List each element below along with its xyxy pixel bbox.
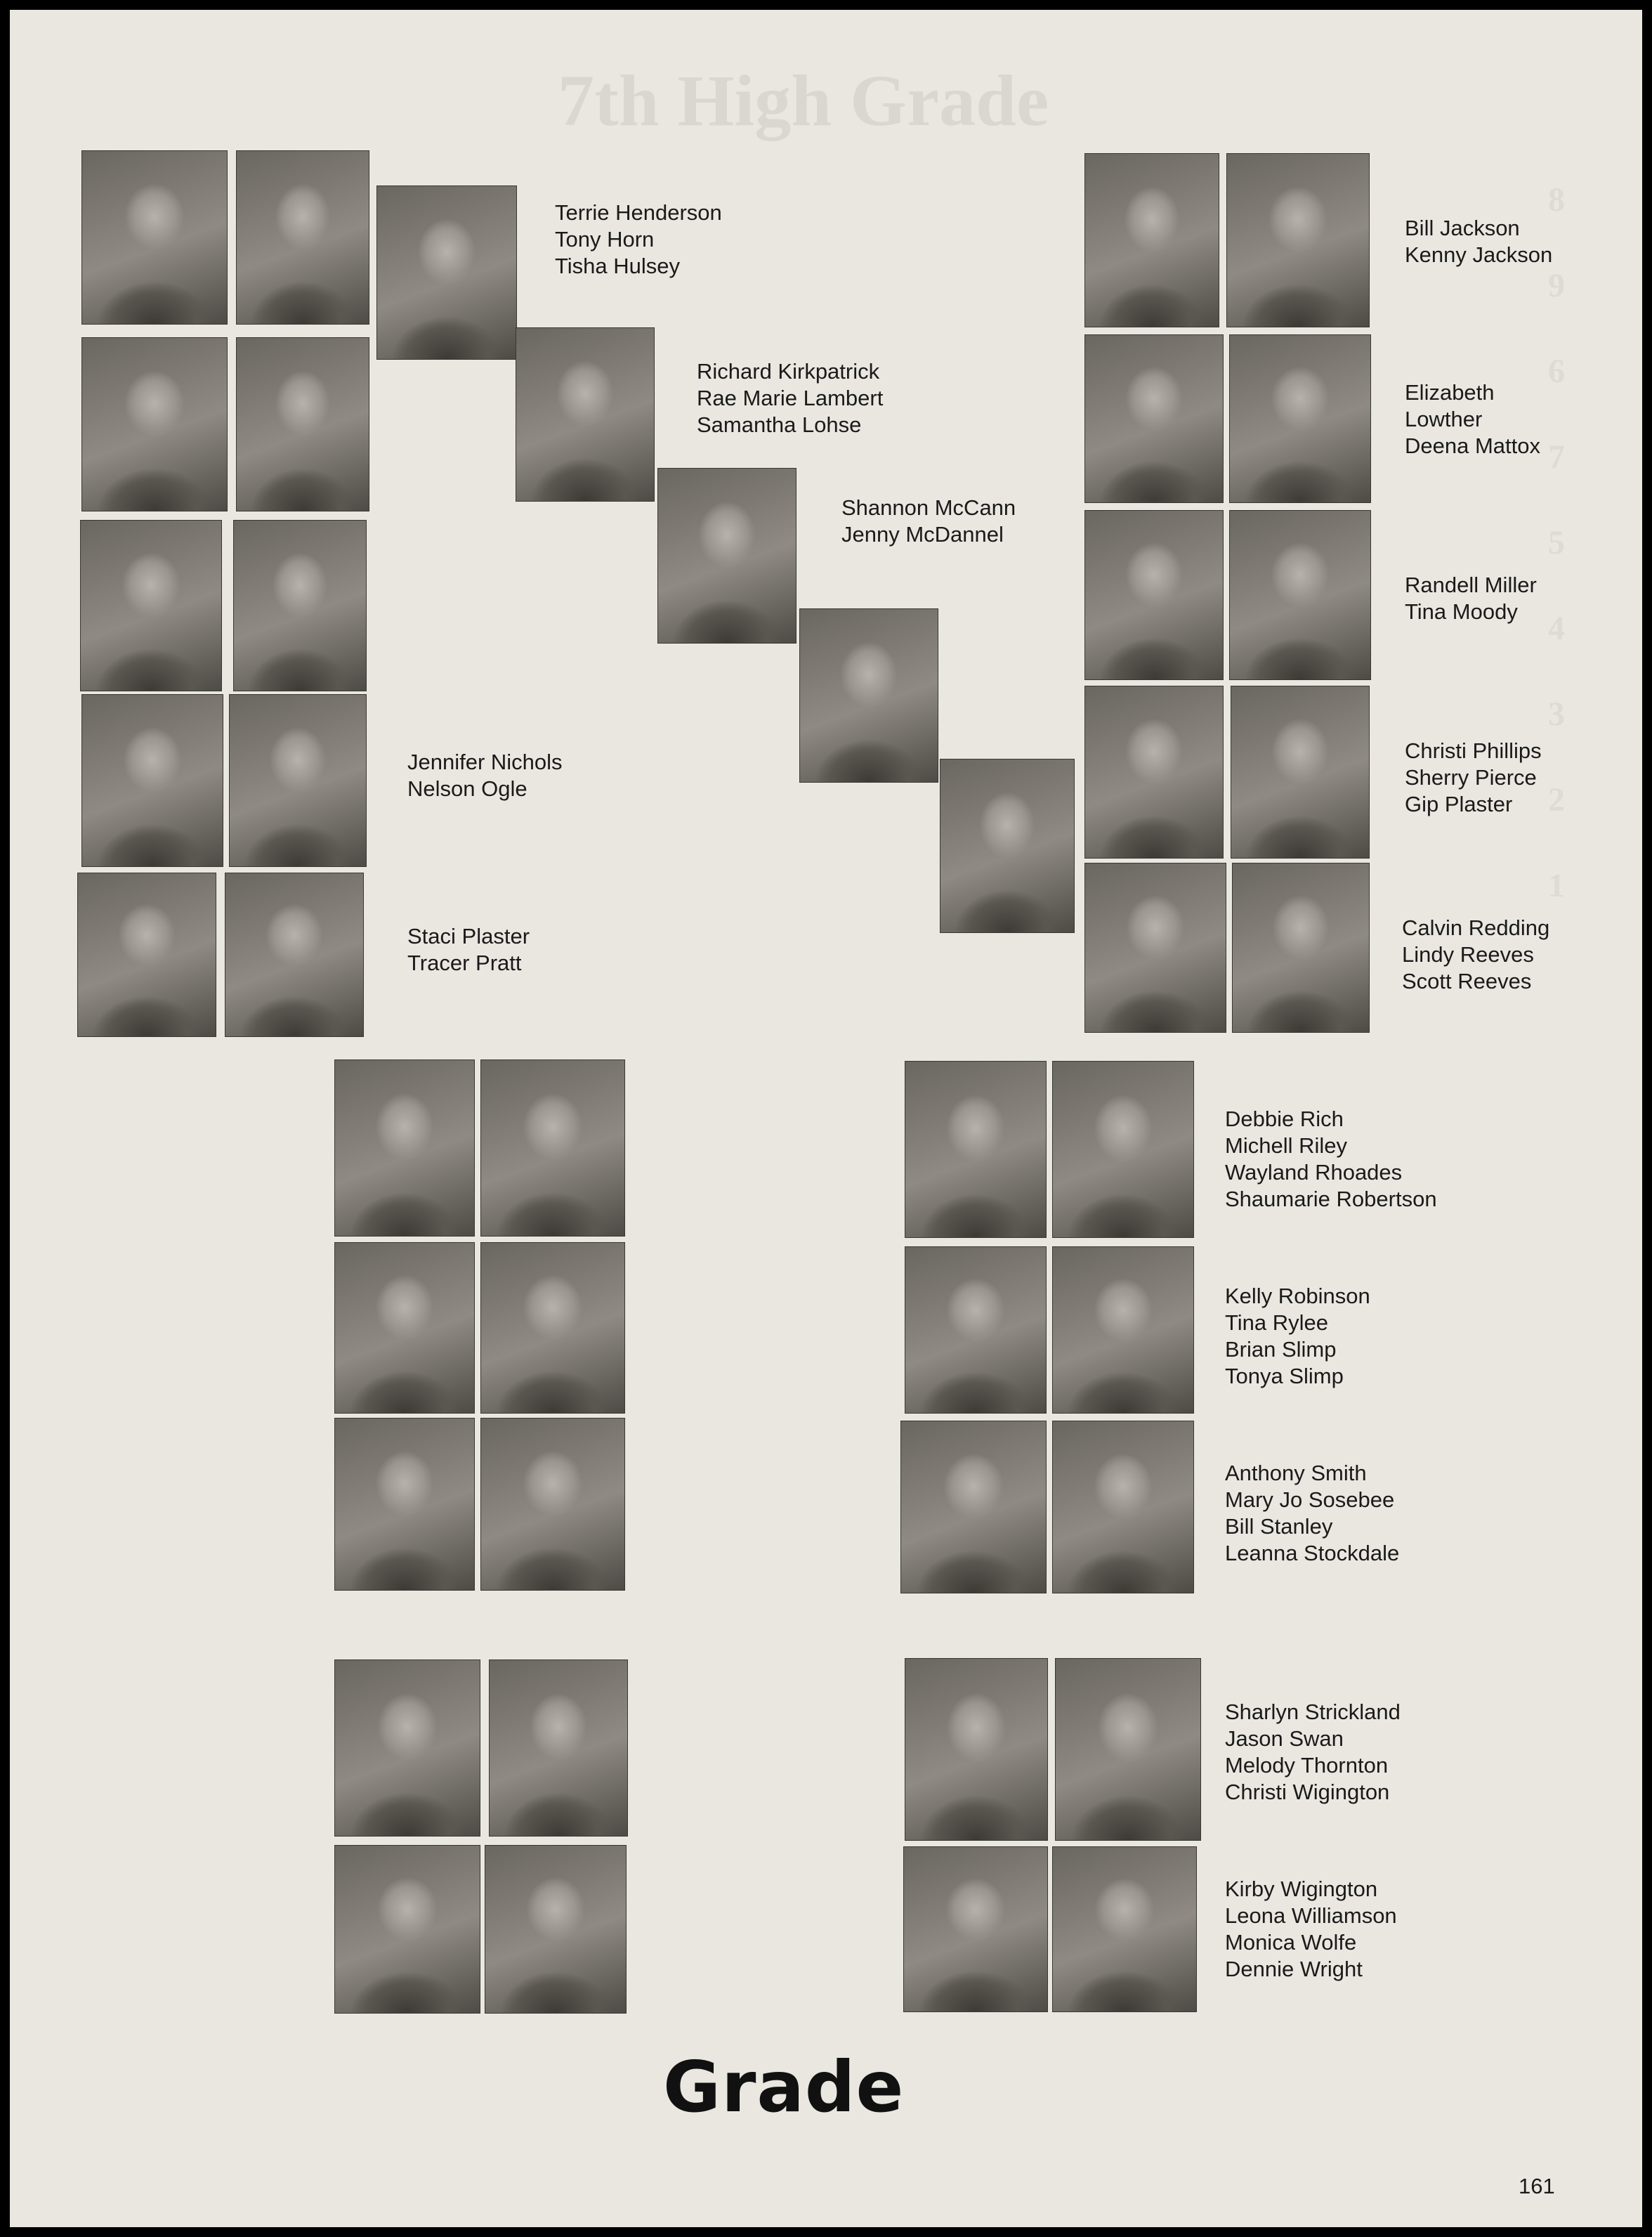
name-caption: Elizabeth Lowther Deena Mattox xyxy=(1405,380,1540,458)
student-photo xyxy=(1084,686,1224,859)
student-photo xyxy=(516,327,655,502)
name-caption: Jennifer Nichols Nelson Ogle xyxy=(407,750,563,801)
student-photo xyxy=(1229,510,1371,680)
name-caption: Kelly Robinson Tina Rylee Brian Slimp Tonya Slimp xyxy=(1225,1284,1370,1388)
student-photo xyxy=(334,1242,475,1414)
name-caption: Sharlyn Strickland Jason Swan Melody Thornton Christi Wigington xyxy=(1225,1700,1401,1804)
student-photo xyxy=(1226,153,1370,327)
student-photo xyxy=(334,1845,480,2014)
student-photo xyxy=(1084,334,1224,503)
student-photo xyxy=(236,150,369,325)
student-photo xyxy=(1055,1658,1201,1841)
student-photo xyxy=(1052,1246,1194,1414)
name-caption: Richard Kirkpatrick Rae Marie Lambert Samantha Lohse xyxy=(697,359,884,437)
student-photo xyxy=(480,1059,625,1237)
student-photo xyxy=(225,873,364,1037)
name-caption: Christi Phillips Sherry Pierce Gip Plaster xyxy=(1405,738,1542,816)
student-photo xyxy=(1084,863,1226,1033)
name-caption: Shannon McCann Jenny McDannel xyxy=(841,495,1016,547)
student-photo xyxy=(900,1421,1047,1593)
student-photo xyxy=(1231,686,1370,859)
student-photo xyxy=(905,1658,1048,1841)
student-photo xyxy=(480,1242,625,1414)
student-photo xyxy=(905,1246,1047,1414)
student-photo xyxy=(376,185,517,360)
student-photo xyxy=(657,468,796,644)
student-photo xyxy=(489,1659,628,1837)
yearbook-page xyxy=(10,10,1642,2227)
student-photo xyxy=(81,694,223,867)
student-photo xyxy=(1052,1061,1194,1238)
student-photo xyxy=(940,759,1075,933)
student-photo xyxy=(480,1418,625,1591)
name-caption: Anthony Smith Mary Jo Sosebee Bill Stanley Leanna Stockdale xyxy=(1225,1461,1400,1565)
student-photo xyxy=(1052,1846,1197,2012)
student-photo xyxy=(903,1846,1048,2012)
name-caption: Staci Plaster Tracer Pratt xyxy=(407,924,530,975)
name-caption: Terrie Henderson Tony Horn Tisha Hulsey xyxy=(555,200,722,278)
name-caption: Debbie Rich Michell Riley Wayland Rhoades Shaumarie Robertson xyxy=(1225,1107,1437,1211)
student-photo xyxy=(1229,334,1371,503)
student-photo xyxy=(334,1059,475,1237)
page-number: 161 xyxy=(1519,2174,1555,2198)
student-photo xyxy=(81,150,228,325)
student-photo xyxy=(334,1418,475,1591)
student-photo xyxy=(80,520,222,691)
bleed-through-heading: 7th High Grade xyxy=(558,60,1049,141)
name-caption: Kirby Wigington Leona Williamson Monica Wolfe Dennie Wright xyxy=(1225,1877,1397,1981)
student-photo xyxy=(77,873,216,1037)
student-photo xyxy=(229,694,367,867)
name-caption: Calvin Redding Lindy Reeves Scott Reeves xyxy=(1402,915,1550,993)
student-photo xyxy=(236,337,369,511)
student-photo xyxy=(799,608,938,783)
student-photo xyxy=(1052,1421,1194,1593)
bleed-through-column: 8 9 6 7 5 4 3 2 1 xyxy=(1548,181,1565,904)
name-caption: Randell Miller Tina Moody xyxy=(1405,573,1537,624)
student-photo xyxy=(1232,863,1370,1033)
student-photo xyxy=(81,337,228,511)
student-photo xyxy=(1084,153,1219,327)
student-photo xyxy=(233,520,367,691)
student-photo xyxy=(485,1845,627,2014)
student-photo xyxy=(334,1659,480,1837)
name-caption: Bill Jackson Kenny Jackson xyxy=(1405,216,1553,267)
grade-title: Grade xyxy=(663,2046,905,2128)
student-photo xyxy=(905,1061,1047,1238)
student-photo xyxy=(1084,510,1224,680)
